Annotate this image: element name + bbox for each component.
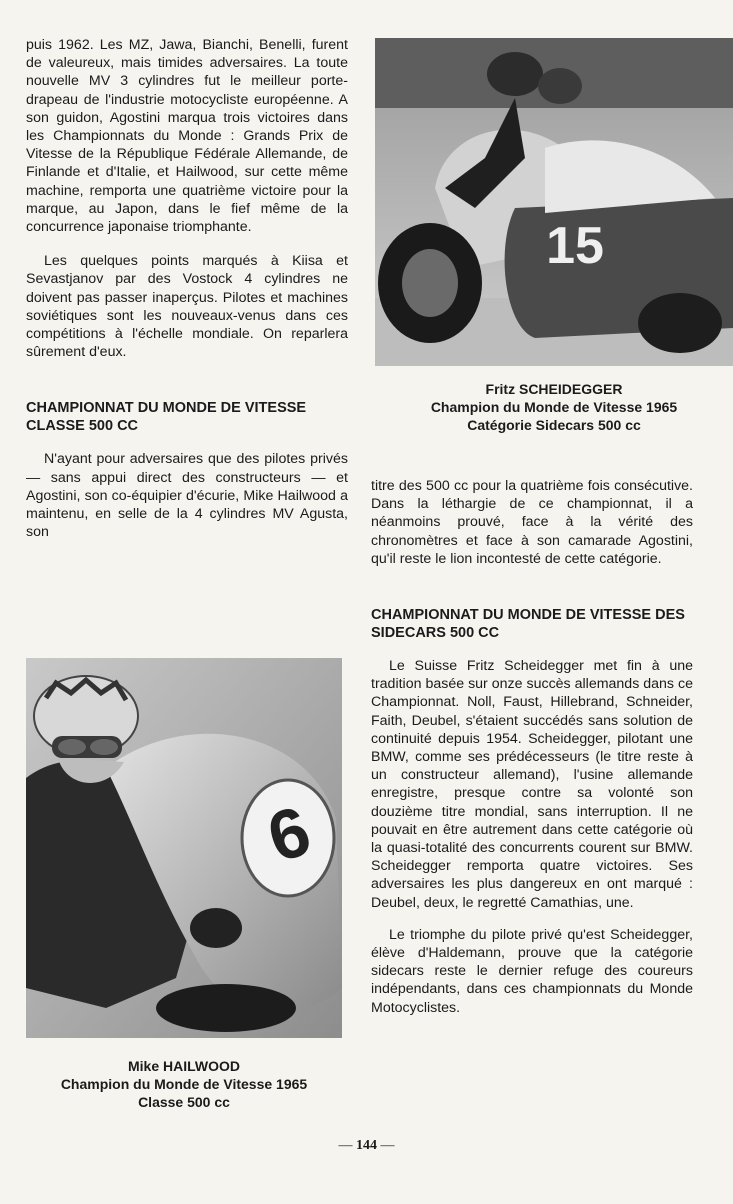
hailwood-caption-class: Classe 500 cc	[138, 1094, 230, 1110]
heading-500cc: CHAMPIONNAT DU MONDE DE VITESSE CLASSE 500 CC	[26, 400, 307, 435]
scheidegger-photo-image	[375, 38, 733, 366]
page-number-dash-left: —	[338, 1138, 353, 1153]
hailwood-caption	[26, 1057, 342, 1111]
hailwood-caption-title: Champion du Monde de Vitesse 1965	[60, 1076, 308, 1092]
left-column	[26, 36, 348, 541]
page-number-value: 144	[356, 1138, 377, 1153]
sidecars-paragraph: Le Suisse Fritz Scheidegger met fin à une tradition basée sur onze succès allemands dans ce Championnat. Noll, Faust, Hillebrand, Schneider, Faith, Deubel, s'étaient succédés sans solution de continuité depuis 1954. Scheidegger, pilotant une BMW, comme ses prédécesseurs (le titre reste à un constructeur allemand), l'usine allemande enregistre, presque contre sa volonté son douzième titre mondial, sans interruption. Il ne pouvait en être autrement dans cette catégorie où la quasi-totalité des concurrents courent sur BMW. Scheidegger remporta quatre victoires. Ses adversaires les plus dangereux en ont marqué : Deubel, deux, le regretté Camathias, une.	[371, 658, 693, 911]
scheidegger-photo	[375, 38, 733, 366]
triumph-paragraph: Le triomphe du pilote privé qu'est Scheidegger, élève d'Haldemann, prouve que la catégorie sidecars reste le dernier refuge des coureurs indépendants, dans ces championnats du Monde Motocyclistes.	[371, 926, 693, 1016]
heading-sidecars: CHAMPIONNAT DU MONDE DE VITESSE DES SIDECARS 500 CC	[371, 607, 685, 642]
paragraph-500cc: N'ayant pour adversaires que des pilotes privés — sans appui direct des constructeurs — et Agostini, son co-équipier d'écurie, Mike Hailwood a maintenu, en selle de la 4 cylindres MV Agusta, son	[26, 451, 348, 541]
hailwood-caption-name: Mike HAILWOOD	[127, 1058, 240, 1074]
scheidegger-caption-class: Catégorie Sidecars 500 cc	[467, 417, 641, 433]
intro-paragraph: puis 1962. Les MZ, Jawa, Bianchi, Benelli, furent de valeureux, mais timides adversaires. La toute nouvelle MV 3 cylindres fut le meilleur porte-drapeau de l'industrie motocycliste européenne. A son guidon, Agostini marqua trois victoires dans les Championnats du Monde : Grands Prix de Vitesse de la République Fédérale Allemande, de Finlande et d'Italie, et Hailwood, sur cette même machine, remporta une quatrième victoire pour la marque, au Japon, dans le fief même de la concurrence japonaise triomphante.	[26, 37, 348, 236]
scheidegger-caption-title: Champion du Monde de Vitesse 1965	[430, 399, 678, 415]
page-number	[0, 1138, 733, 1154]
hailwood-photo	[26, 658, 342, 1038]
soviet-paragraph: Les quelques points marqués à Kiisa et Sevastjanov par des Vostock 4 cylindres ne doivent pas passer inaperçus. Pilotes et machines soviétiques sont les nouveaux-venus dans ces compétitions à l'échelle mondiale. On reparlera sûrement d'eux.	[26, 253, 348, 361]
hailwood-race-number: 6	[258, 790, 320, 878]
page-number-dash-right: —	[380, 1138, 395, 1153]
scheidegger-race-number: 15	[546, 217, 604, 275]
continuation-paragraph: titre des 500 cc pour la quatrième fois consécutive. Dans la léthargie de ce championnat, il a néanmoins prouvé, face à la vérité des chronomètres et face à son camarade Agostini, qu'il reste le lion incontesté de cette catégorie.	[371, 478, 693, 567]
scheidegger-caption-name: Fritz SCHEIDEGGER	[485, 381, 623, 397]
scheidegger-caption	[375, 380, 733, 434]
right-column	[371, 477, 693, 1017]
